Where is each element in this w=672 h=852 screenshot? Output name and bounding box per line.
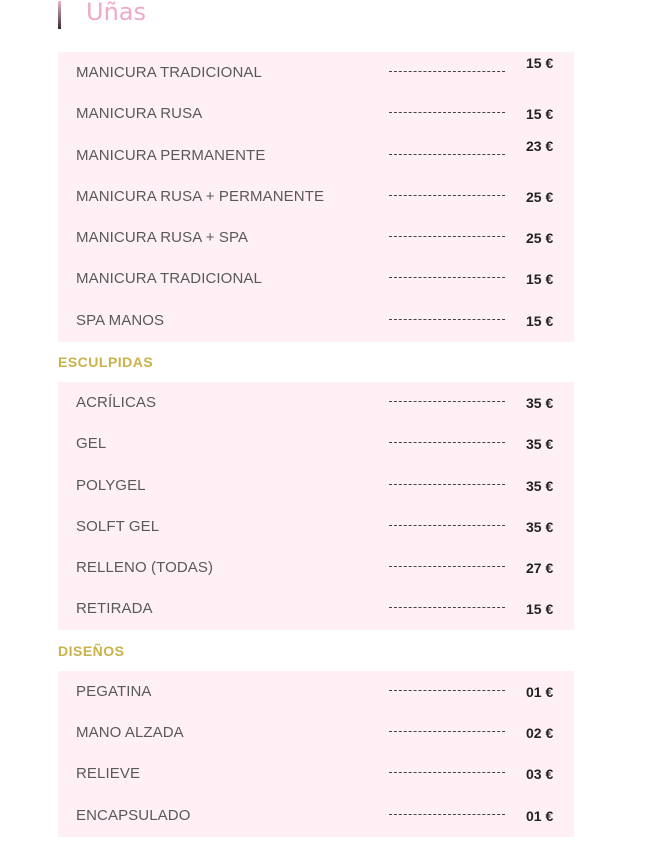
heading-accent-bar bbox=[58, 1, 61, 29]
service-price: 15 € bbox=[526, 106, 554, 122]
dotted-leader bbox=[389, 319, 505, 320]
service-name: ACRÍLICAS bbox=[76, 394, 157, 411]
price-row bbox=[58, 423, 574, 464]
service-price: 02 € bbox=[526, 725, 554, 741]
service-name: RELLENO (TODAS) bbox=[76, 559, 214, 576]
service-name: ENCAPSULADO bbox=[76, 807, 191, 824]
service-name: RETIRADA bbox=[76, 600, 153, 617]
service-name: MANICURA TRADICIONAL bbox=[76, 270, 262, 287]
dotted-leader bbox=[389, 277, 505, 278]
category-label-esculpidas: ESCULPIDAS bbox=[58, 354, 154, 370]
price-row bbox=[58, 217, 574, 258]
price-row bbox=[58, 465, 574, 506]
dotted-leader bbox=[389, 772, 505, 773]
service-name: SPA MANOS bbox=[76, 312, 165, 329]
dotted-leader bbox=[389, 731, 505, 732]
price-row bbox=[58, 795, 574, 836]
dotted-leader bbox=[389, 484, 505, 485]
service-price: 01 € bbox=[526, 808, 554, 824]
price-row bbox=[58, 506, 574, 547]
dotted-leader bbox=[389, 566, 505, 567]
price-row bbox=[58, 753, 574, 794]
dotted-leader bbox=[389, 236, 505, 237]
service-name: MANICURA RUSA + PERMANENTE bbox=[76, 188, 325, 205]
page-heading bbox=[58, 0, 146, 30]
price-row bbox=[58, 300, 574, 341]
category-label-disenos: DISEÑOS bbox=[58, 643, 125, 659]
service-price: 25 € bbox=[526, 189, 554, 205]
price-row bbox=[58, 588, 574, 629]
service-price: 35 € bbox=[526, 478, 554, 494]
dotted-leader bbox=[389, 154, 505, 155]
price-row bbox=[58, 176, 574, 217]
price-list-disenos bbox=[58, 671, 574, 837]
dotted-leader bbox=[389, 401, 505, 402]
price-row bbox=[58, 258, 574, 299]
service-name: MANICURA PERMANENTE bbox=[76, 147, 266, 164]
service-price: 15 € bbox=[526, 271, 554, 287]
service-name: MANICURA TRADICIONAL bbox=[76, 64, 262, 81]
dotted-leader bbox=[389, 814, 505, 815]
dotted-leader bbox=[389, 71, 505, 72]
dotted-leader bbox=[389, 525, 505, 526]
service-name: MANICURA RUSA bbox=[76, 105, 203, 122]
service-price: 15 € bbox=[526, 313, 554, 329]
price-row bbox=[58, 547, 574, 588]
price-list-manicura bbox=[58, 52, 574, 342]
service-name: RELIEVE bbox=[76, 765, 141, 782]
service-price: 03 € bbox=[526, 766, 554, 782]
page-title: Uñas bbox=[86, 0, 146, 26]
service-price: 35 € bbox=[526, 519, 554, 535]
dotted-leader bbox=[389, 607, 505, 608]
service-name: POLYGEL bbox=[76, 477, 146, 494]
service-price: 23 € bbox=[526, 138, 554, 154]
service-price: 35 € bbox=[526, 395, 554, 411]
dotted-leader bbox=[389, 690, 505, 691]
service-price: 15 € bbox=[526, 55, 554, 71]
price-row bbox=[58, 135, 574, 176]
service-price: 15 € bbox=[526, 601, 554, 617]
service-price: 01 € bbox=[526, 684, 554, 700]
dotted-leader bbox=[389, 195, 505, 196]
dotted-leader bbox=[389, 442, 505, 443]
service-name: SOLFT GEL bbox=[76, 518, 160, 535]
price-row bbox=[58, 712, 574, 753]
service-name: GEL bbox=[76, 435, 107, 452]
price-row bbox=[58, 93, 574, 134]
service-price: 25 € bbox=[526, 230, 554, 246]
price-row bbox=[58, 52, 574, 93]
service-price: 27 € bbox=[526, 560, 554, 576]
price-row bbox=[58, 671, 574, 712]
price-list-esculpidas bbox=[58, 382, 574, 630]
dotted-leader bbox=[389, 112, 505, 113]
service-price: 35 € bbox=[526, 436, 554, 452]
service-name: MANO ALZADA bbox=[76, 724, 184, 741]
price-row bbox=[58, 382, 574, 423]
service-name: PEGATINA bbox=[76, 683, 152, 700]
service-name: MANICURA RUSA + SPA bbox=[76, 229, 249, 246]
